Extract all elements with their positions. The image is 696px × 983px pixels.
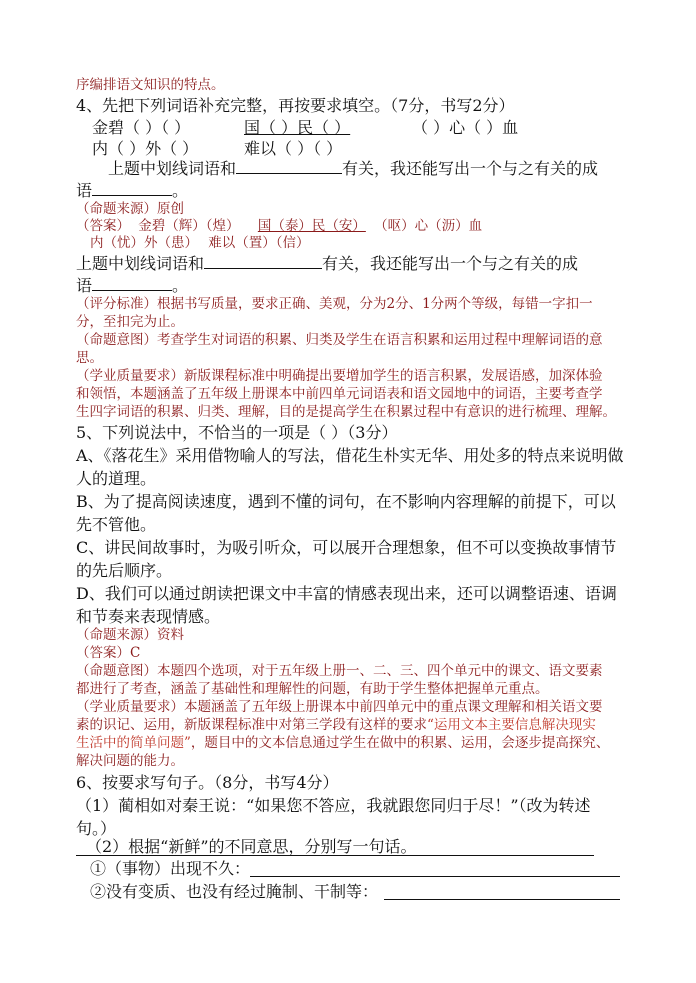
- q5-quality-1: （学业质量要求）本题涵盖了五年级上册课本中前四单元中的重点课文理解和相关语文要: [76, 699, 603, 715]
- q5-option-a-1: A、《落花生》采用借物喻人的写法，借花生朴实无华、用处多的特点来说明做: [76, 446, 624, 465]
- q6-part2-item1-blank[interactable]: [250, 876, 620, 877]
- q4-row1-b: 国（ ）民（ ）: [244, 118, 351, 137]
- q5-quality-3-post: ，题目中的文本信息通过学生在做中的积累、运用，会逐步提高探究、: [190, 735, 610, 751]
- q4-fill-post: 有关，我还能写出一个与之有关的成: [342, 159, 599, 178]
- q4-intent-1: （命题意图）考查学生对词语的积累、归类及学生在语言积累和运用过程中理解词语的意: [76, 332, 603, 348]
- q4-answer-fill-line: [76, 255, 578, 273]
- q4-grading-1: （评分标准）根据书写质量，要求正确、美观，分为2分、1分两个等级，每错一字扣一: [76, 296, 593, 312]
- q4-answer-fill-blank[interactable]: [204, 267, 322, 269]
- q4-quality-3: 生四字词语的积累、归类、理解，目的是提高学生在积累过程中有意识的进行梳理、理解。: [76, 404, 616, 420]
- q4-answer-row2: [90, 236, 310, 251]
- q5-quality-3-highlight: 生活中的简单问题”: [76, 735, 191, 751]
- intro-line: 序编排语文知识的特点。: [76, 77, 225, 93]
- q4-answer-row1: [76, 219, 482, 234]
- q4-idiom-blank[interactable]: [92, 194, 172, 196]
- q5-quality-2-highlight: “运用文本主要信息解决现实: [427, 717, 596, 733]
- q6-part1-line2: 句。）: [76, 819, 117, 838]
- q4-row2-a: 内（ ）外（ ）: [92, 139, 199, 158]
- q5-option-d-2: 和节奏来表现情感。: [76, 607, 221, 626]
- q4-intent-2: 思。: [76, 350, 103, 366]
- q5-option-a-2: 人的道理。: [76, 469, 157, 488]
- q5-option-d-1: D、我们可以通过朗读把课文中丰富的情感表现出来，还可以调整语速、语调: [76, 584, 617, 603]
- q6-part2-item2: ②没有变质、也没有经过腌制、干制等：: [90, 882, 379, 901]
- q4-row1-a: 金碧（ ）（ ）: [92, 118, 191, 137]
- q4-answer-fill-post: 有关，我还能写出一个与之有关的成: [322, 254, 579, 273]
- q4-answer-idiom-blank[interactable]: [92, 289, 172, 291]
- q4-answer-1: 金碧（辉）（煌）: [138, 218, 240, 234]
- q5-quality-2-pre: 素的识记、运用，新版课程标准中对第三学段有这样的要求: [76, 717, 427, 733]
- q4-fill-end-post: 。: [172, 181, 189, 200]
- q6-title: 6、按要求写句子。（8分，书写4分）: [76, 773, 339, 792]
- q4-answer-fill-end: [76, 277, 188, 295]
- q4-fill-end: [76, 182, 188, 200]
- q5-quality-3: [76, 736, 609, 751]
- q4-answer-fill-end-post: 。: [172, 276, 189, 295]
- q4-answer-5: 难以（置）（信）: [208, 235, 310, 251]
- q4-source: （命题来源）原创: [76, 201, 184, 217]
- q4-answer-2: 国（泰）民（安）: [257, 218, 366, 234]
- q4-answer-label: （答案）: [76, 218, 130, 234]
- q4-row1-c: （ ）心（ ）血: [412, 118, 519, 137]
- q4-row2-b: 难以（ ）（ ）: [244, 139, 343, 158]
- q4-answer-4: 内（忧）外（患）: [90, 235, 198, 251]
- q4-quality-2: 和领悟，本题涵盖了五年级上册课本中前四单元词语表和语文园地中的词语，主要考查学: [76, 386, 603, 402]
- q5-option-b-2: 先不管他。: [76, 515, 157, 534]
- q5-source: （命题来源）资料: [76, 627, 184, 643]
- q4-quality-1: （学业质量要求）新版课程标准中明确提出要增加学生的语言积累，发展语感，加深体验: [76, 368, 603, 384]
- q4-fill-blank[interactable]: [236, 172, 342, 174]
- q4-fill-line: [108, 160, 598, 178]
- q4-fill-pre: 上题中划线词语和: [108, 159, 237, 178]
- q4-answer-fill-pre: 上题中划线词语和: [76, 254, 205, 273]
- q5-answer: （答案）C: [76, 645, 141, 661]
- q5-option-b-1: B、为了提高阅读速度，遇到不懂的词句，在不影响内容理解的前提下，可以: [76, 492, 616, 511]
- q4-answer-fill-end-pre: 语: [76, 276, 93, 295]
- q5-title: 5、下列说法中，不恰当的一项是（ ）（3分）: [76, 423, 398, 442]
- q6-part2-item1: ①（事物）出现不久：: [90, 859, 251, 878]
- q5-intent-1: （命题意图）本题四个选项，对于五年级上册一、二、三、四个单元中的课文、语文要素: [76, 663, 603, 679]
- q4-title: 4、先把下列词语补充完整，再按要求填空。（7分，书写2分）: [76, 96, 515, 115]
- q5-quality-4: 解决问题的能力。: [76, 753, 184, 769]
- q5-option-c-1: C、讲民间故事时，为吸引听众，可以展开合理想象，但不可以变换故事情节: [76, 538, 617, 557]
- q6-part2-item2-blank[interactable]: [384, 899, 620, 900]
- q5-intent-2: 都进行了考查，涵盖了基础性和理解性的问题，有助于学生整体把握单元重点。: [76, 681, 549, 697]
- q4-answer-3: （呕）心（沥）血: [374, 218, 483, 234]
- q5-quality-2: [76, 718, 596, 733]
- q6-part2-title: （2）根据“新鲜”的不同意思，分别写一句话。: [86, 837, 417, 856]
- q4-grading-2: 分，至扣完为止。: [76, 314, 184, 330]
- q6-part1-line1: （1）蔺相如对秦王说：“如果您不答应，我就跟您同归于尽！”（改为转述: [76, 796, 591, 815]
- q4-fill-end-pre: 语: [76, 181, 93, 200]
- q5-option-c-2: 的先后顺序。: [76, 561, 173, 580]
